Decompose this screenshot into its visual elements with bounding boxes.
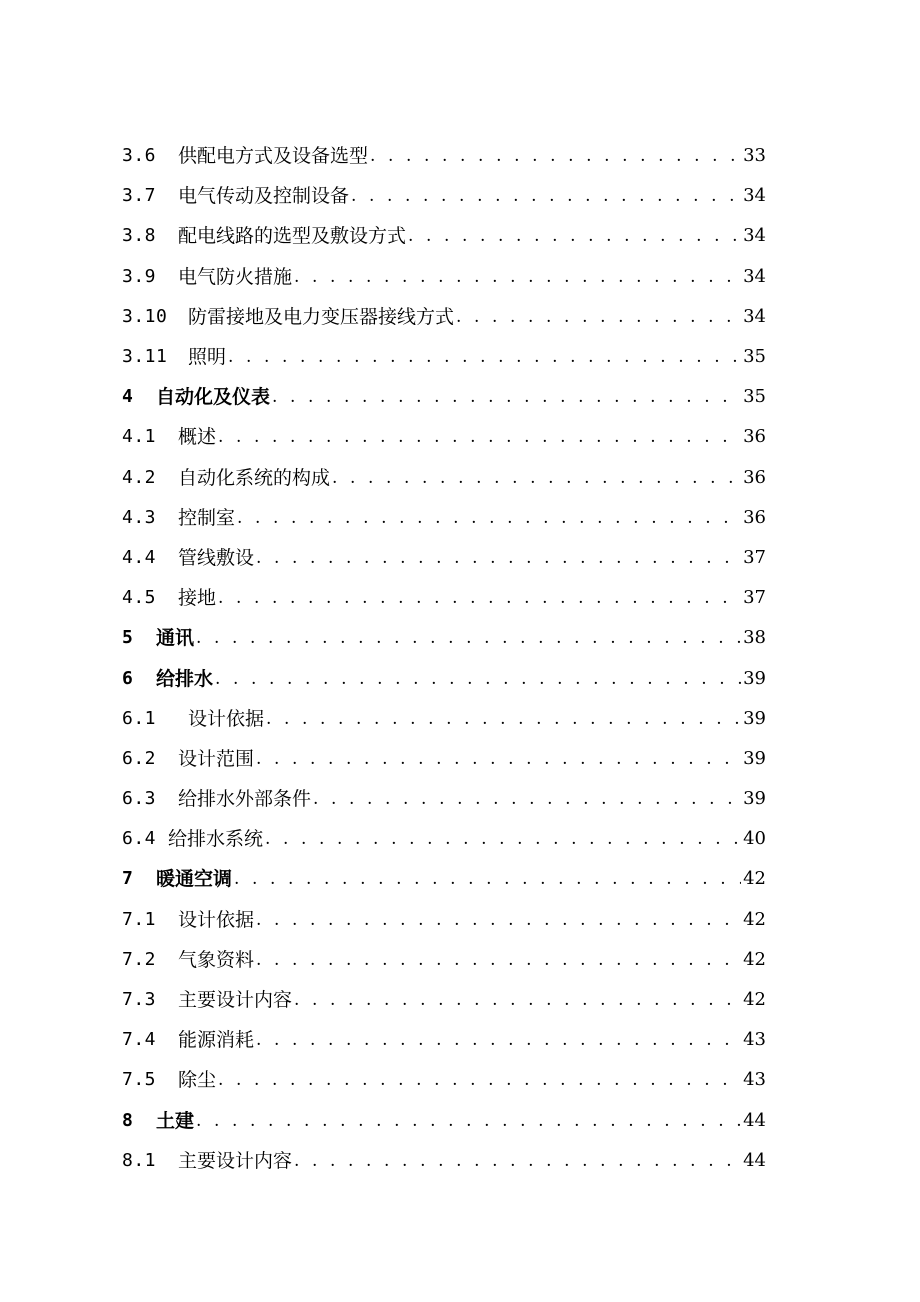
toc-entry-number: 6.1: [122, 707, 157, 729]
toc-entry-page: 34: [743, 305, 766, 327]
toc-entry-page: 35: [743, 346, 766, 368]
toc-entry-title: 气象资料: [178, 948, 255, 971]
toc-leader-dots: [406, 216, 741, 256]
toc-entry-page: 39: [743, 707, 766, 729]
toc-entry-number: 7.5: [122, 1069, 157, 1091]
toc-entry-number: 6.3: [122, 788, 157, 810]
toc-entry-number: 7.4: [122, 1029, 157, 1051]
toc-entry-title: 供配电方式及设备选型: [178, 145, 369, 168]
toc-entry[interactable]: [122, 417, 766, 457]
toc-entry[interactable]: [122, 618, 766, 658]
toc-entry-title: 管线敷设: [178, 546, 255, 569]
toc-entry[interactable]: [122, 1101, 766, 1141]
toc-entry-number: 3.9: [122, 265, 157, 287]
toc-leader-dots: [213, 659, 741, 699]
toc-entry[interactable]: [122, 578, 766, 618]
toc-entry[interactable]: [122, 1141, 766, 1181]
toc-entry-number: 6.4: [122, 828, 157, 850]
toc-leader-dots: [311, 779, 741, 819]
toc-entry-title: 暖通空调: [156, 868, 233, 891]
toc-leader-dots: [226, 337, 741, 377]
toc-entry-title: 除尘: [178, 1069, 217, 1092]
toc-entry-number: 6: [122, 667, 134, 689]
toc-entry-page: 42: [743, 948, 766, 970]
toc-entry-title: 主要设计内容: [178, 989, 293, 1012]
toc-entry-page: 37: [743, 587, 766, 609]
toc-entry[interactable]: [122, 658, 766, 698]
toc-entry[interactable]: [122, 940, 766, 980]
toc-leader-dots: [368, 136, 741, 176]
toc-entry[interactable]: [122, 980, 766, 1020]
toc-entry-number: 3.10: [122, 305, 168, 327]
toc-leader-dots: [292, 980, 741, 1020]
toc-entry[interactable]: [122, 779, 766, 819]
toc-entry[interactable]: [122, 1020, 766, 1060]
toc-leader-dots: [216, 1060, 741, 1100]
toc-entry-page: 36: [743, 506, 766, 528]
toc-entry-page: 35: [743, 386, 766, 408]
toc-entry-number: 7.3: [122, 989, 157, 1011]
toc-entry-page: 39: [743, 747, 766, 769]
toc-entry-title: 概述: [178, 426, 217, 449]
toc-entry-title: 给排水系统: [168, 828, 264, 851]
toc-entry-page: 33: [743, 145, 766, 167]
toc-entry-page: 43: [743, 1029, 766, 1051]
toc-entry[interactable]: [122, 136, 766, 176]
toc-entry-title: 防雷接地及电力变压器接线方式: [188, 305, 455, 328]
toc-entry-title: 照明: [188, 346, 227, 369]
toc-leader-dots: [330, 458, 741, 498]
toc-entry[interactable]: [122, 538, 766, 578]
toc-leader-dots: [216, 417, 741, 457]
toc-entry-title: 通讯: [156, 627, 195, 650]
toc-entry[interactable]: [122, 498, 766, 538]
toc-entry[interactable]: [122, 819, 766, 859]
toc-entry-page: 44: [743, 1149, 766, 1171]
toc-entry-number: 4.1: [122, 426, 157, 448]
toc-entry[interactable]: [122, 377, 766, 417]
toc-entry-number: 4.3: [122, 506, 157, 528]
toc-leader-dots: [235, 498, 741, 538]
toc-entry-title: 主要设计内容: [178, 1149, 293, 1172]
toc-entry-number: 4: [122, 386, 134, 408]
toc-entry-title: 接地: [178, 587, 217, 610]
toc-entry-title: 配电线路的选型及敷设方式: [178, 225, 407, 248]
toc-entry[interactable]: [122, 257, 766, 297]
toc-leader-dots: [254, 940, 741, 980]
toc-entry-number: 4.4: [122, 546, 157, 568]
toc-entry-page: 42: [743, 908, 766, 930]
toc-entry-page: 37: [743, 546, 766, 568]
toc-entry-title: 能源消耗: [178, 1029, 255, 1052]
toc-entry-number: 4.5: [122, 587, 157, 609]
toc-leader-dots: [194, 1101, 741, 1141]
toc-entry-title: 自动化系统的构成: [178, 466, 331, 489]
toc-entry-number: 6.2: [122, 747, 157, 769]
toc-leader-dots: [292, 1141, 741, 1181]
toc-leader-dots: [454, 297, 741, 337]
toc-entry-number: 3.8: [122, 225, 157, 247]
toc-leader-dots: [232, 859, 741, 899]
toc-entry-title: 电气传动及控制设备: [178, 185, 350, 208]
toc-entry-page: 42: [743, 868, 766, 890]
toc-leader-dots: [216, 578, 741, 618]
toc-leader-dots: [349, 176, 741, 216]
toc-entry-title: 设计依据: [188, 707, 265, 730]
toc-entry[interactable]: [122, 739, 766, 779]
toc-entry-number: 7: [122, 868, 134, 890]
toc-entry[interactable]: [122, 1060, 766, 1100]
toc-entry-number: 7.2: [122, 948, 157, 970]
toc-leader-dots: [254, 900, 741, 940]
toc-entry-title: 土建: [156, 1109, 195, 1132]
toc-entry-number: 3.6: [122, 145, 157, 167]
toc-entry-title: 控制室: [178, 506, 236, 529]
toc-leader-dots: [254, 1020, 741, 1060]
table-of-contents: [122, 136, 766, 1181]
toc-leader-dots: [264, 699, 741, 739]
toc-entry-number: 8: [122, 1109, 134, 1131]
toc-entry-page: 34: [743, 185, 766, 207]
toc-leader-dots: [254, 739, 741, 779]
toc-entry[interactable]: [122, 458, 766, 498]
toc-entry[interactable]: [122, 699, 766, 739]
toc-entry-page: 36: [743, 466, 766, 488]
toc-entry-number: 4.2: [122, 466, 157, 488]
toc-leader-dots: [194, 618, 741, 658]
toc-entry-page: 44: [743, 1109, 766, 1131]
toc-entry-page: 39: [743, 788, 766, 810]
toc-leader-dots: [270, 377, 741, 417]
toc-entry-number: 5: [122, 627, 134, 649]
toc-entry-page: 34: [743, 225, 766, 247]
toc-leader-dots: [292, 257, 741, 297]
toc-entry-title: 电气防火措施: [178, 265, 293, 288]
toc-entry-page: 36: [743, 426, 766, 448]
toc-entry-title: 自动化及仪表: [156, 386, 271, 409]
toc-entry-number: 3.7: [122, 185, 157, 207]
toc-entry-number: 3.11: [122, 346, 168, 368]
toc-entry-title: 设计依据: [178, 908, 255, 931]
toc-entry[interactable]: [122, 176, 766, 216]
toc-entry[interactable]: [122, 337, 766, 377]
toc-entry-title: 给排水: [156, 667, 214, 690]
toc-entry-title: 给排水外部条件: [178, 788, 312, 811]
toc-entry-page: 38: [743, 627, 766, 649]
toc-entry-page: 40: [743, 828, 766, 850]
toc-entry-page: 34: [743, 265, 766, 287]
toc-entry-title: 设计范围: [178, 747, 255, 770]
toc-entry-page: 39: [743, 667, 766, 689]
toc-entry-number: 8.1: [122, 1149, 157, 1171]
toc-leader-dots: [263, 819, 741, 859]
toc-entry[interactable]: [122, 859, 766, 899]
toc-leader-dots: [254, 538, 741, 578]
toc-entry[interactable]: [122, 216, 766, 256]
toc-entry-page: 42: [743, 989, 766, 1011]
toc-entry[interactable]: [122, 900, 766, 940]
toc-entry[interactable]: [122, 297, 766, 337]
toc-entry-page: 43: [743, 1069, 766, 1091]
toc-entry-number: 7.1: [122, 908, 157, 930]
